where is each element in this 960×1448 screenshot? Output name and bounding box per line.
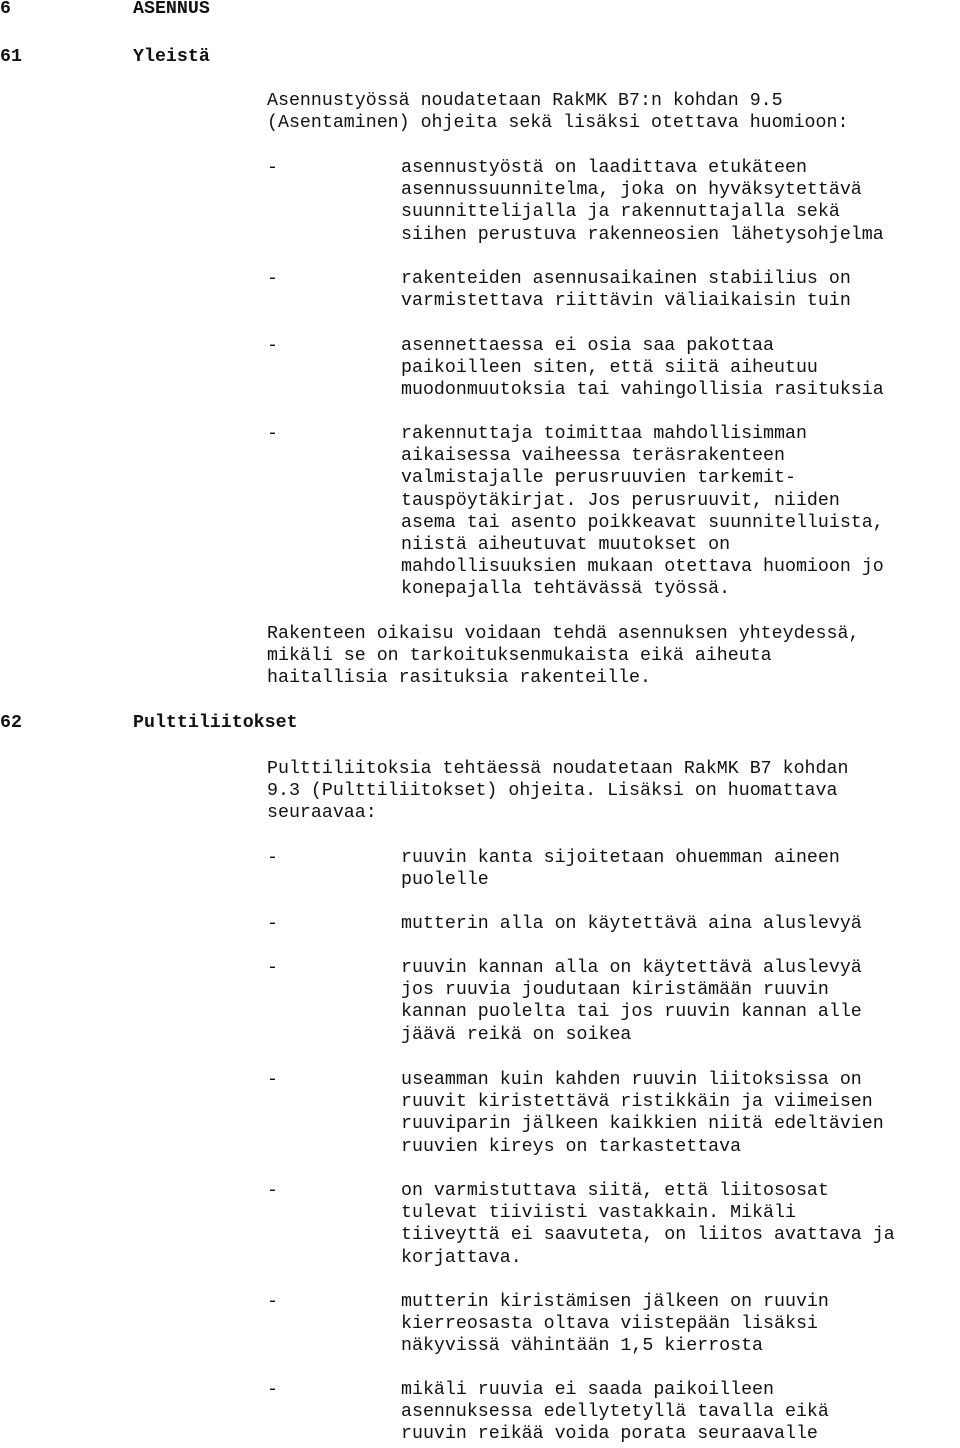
item-line: asema tai asento poikkeavat suunnitelluista,: [401, 512, 884, 533]
closing-line: mikäli se on tarkoituksenmukaista eikä aiheuta: [267, 646, 772, 667]
bullet-dash: -: [267, 1070, 278, 1090]
list-item: [401, 268, 851, 312]
closing-line: haitallisia rasituksia rakenteille.: [267, 668, 651, 689]
heading-61-number: 61: [0, 47, 22, 67]
bullet-dash: -: [267, 1181, 278, 1201]
list-item: [401, 957, 862, 1046]
section-62-intro: [267, 758, 848, 825]
item-line: ruuvin kannan alla on käytettävä aluslevyä: [401, 958, 862, 978]
list-item: [401, 157, 884, 246]
closing-line: Rakenteen oikaisu voidaan tehdä asennuksen yhteydessä,: [267, 624, 860, 644]
item-line: asennussuunnitelma, joka on hyväksytettävä: [401, 180, 862, 201]
item-line: suunnittelijalla ja rakennuttajalla sekä: [401, 202, 840, 223]
item-line: puolelle: [401, 870, 489, 891]
intro-line: (Asentaminen) ohjeita sekä lisäksi otettava huomioon:: [267, 113, 849, 134]
item-line: kierreosasta oltava viistepään lisäksi: [401, 1314, 818, 1335]
intro-line: seuraavaa:: [267, 803, 377, 824]
item-line: jäävä reikä on soikea: [401, 1024, 632, 1045]
section-61-intro: [267, 90, 848, 134]
intro-line: Pulttiliitoksia tehtäessä noudatetaan RakMK B7 kohdan: [267, 759, 849, 779]
item-line: mahdollisuuksien mukaan otettava huomioon jo: [401, 557, 884, 578]
item-line: ruuvien kireys on tarkastettava: [401, 1136, 742, 1157]
item-line: mikäli ruuvia ei saada paikoilleen: [401, 1380, 774, 1400]
item-line: tulevat tiiviisti vastakkain. Mikäli: [401, 1203, 796, 1224]
list-item: [401, 1379, 829, 1446]
item-line: ruuvit kiristettävä ristikkäin ja viimeisen: [401, 1092, 873, 1113]
item-line: varmistettava riittävin väliaikaisin tuin: [401, 291, 851, 312]
item-line: siihen perustuva rakenneosien lähetysohjelma: [401, 224, 884, 245]
item-line: asennustyöstä on laadittava etukäteen: [401, 158, 807, 178]
item-line: ruuvin reikää voida porata seuraavalle: [401, 1424, 818, 1445]
item-line: mutterin kiristämisen jälkeen on ruuvin: [401, 1292, 829, 1312]
bullet-dash: -: [267, 1380, 278, 1400]
intro-line: Asennustyössä noudatetaan RakMK B7:n kohdan 9.5: [267, 91, 783, 111]
heading-6-number: 6: [0, 0, 11, 19]
item-line: paikoilleen siten, että siitä aiheutuu: [401, 358, 818, 379]
item-line: korjattava.: [401, 1247, 522, 1268]
item-line: jos ruuvia joudutaan kiristämään ruuvin: [401, 980, 829, 1001]
item-line: niistä aiheutuvat muutokset on: [401, 535, 731, 556]
list-item: [401, 913, 862, 935]
heading-61-title: Yleistä: [133, 47, 210, 67]
item-line: tiiveyttä ei saavuteta, on liitos avattava ja: [401, 1225, 895, 1246]
item-line: rakennuttaja toimittaa mahdollisimman: [401, 424, 807, 444]
bullet-dash: -: [267, 269, 278, 289]
item-line: muodonmuutoksia tai vahingollisia rasituksia: [401, 380, 884, 401]
item-line: mutterin alla on käytettävä aina aluslevyä: [401, 914, 862, 934]
bullet-dash: -: [267, 1292, 278, 1312]
item-line: konepajalla tehtävässä työssä.: [401, 579, 731, 600]
heading-62-number: 62: [0, 713, 22, 733]
item-line: aikaisessa vaiheessa teräsrakenteen: [401, 446, 785, 467]
item-line: asennuksessa edellytetyllä tavalla eikä: [401, 1402, 829, 1423]
bullet-dash: -: [267, 424, 278, 444]
item-line: valmistajalle perusruuvien tarkemit-: [401, 468, 796, 489]
bullet-dash: -: [267, 958, 278, 978]
item-line: kannan puolelta tai jos ruuvin kannan alle: [401, 1002, 862, 1023]
section-61-closing: [267, 623, 859, 690]
heading-62-title: Pulttiliitokset: [133, 713, 298, 733]
item-line: rakenteiden asennusaikainen stabiilius on: [401, 269, 851, 289]
list-item: [401, 1069, 884, 1158]
item-line: näkyvissä vähintään 1,5 kierrosta: [401, 1336, 764, 1357]
bullet-dash: -: [267, 336, 278, 356]
list-item: [401, 423, 884, 601]
item-line: ruuviparin jälkeen kaikkien niitä edeltävien: [401, 1114, 884, 1135]
bullet-dash: -: [267, 158, 278, 178]
item-line: asennettaessa ei osia saa pakottaa: [401, 336, 774, 356]
heading-6-title: ASENNUS: [133, 0, 210, 19]
list-item: [401, 1291, 829, 1358]
item-line: on varmistuttava siitä, että liitososat: [401, 1181, 829, 1201]
item-line: tauspöytäkirjat. Jos perusruuvit, niiden: [401, 490, 840, 511]
bullet-dash: -: [267, 914, 278, 934]
intro-line: 9.3 (Pulttiliitokset) ohjeita. Lisäksi on huomattava: [267, 781, 838, 802]
list-item: [401, 1180, 895, 1269]
item-line: ruuvin kanta sijoitetaan ohuemman aineen: [401, 848, 840, 868]
item-line: useamman kuin kahden ruuvin liitoksissa on: [401, 1070, 862, 1090]
list-item: [401, 335, 884, 402]
list-item: [401, 847, 840, 891]
bullet-dash: -: [267, 848, 278, 868]
